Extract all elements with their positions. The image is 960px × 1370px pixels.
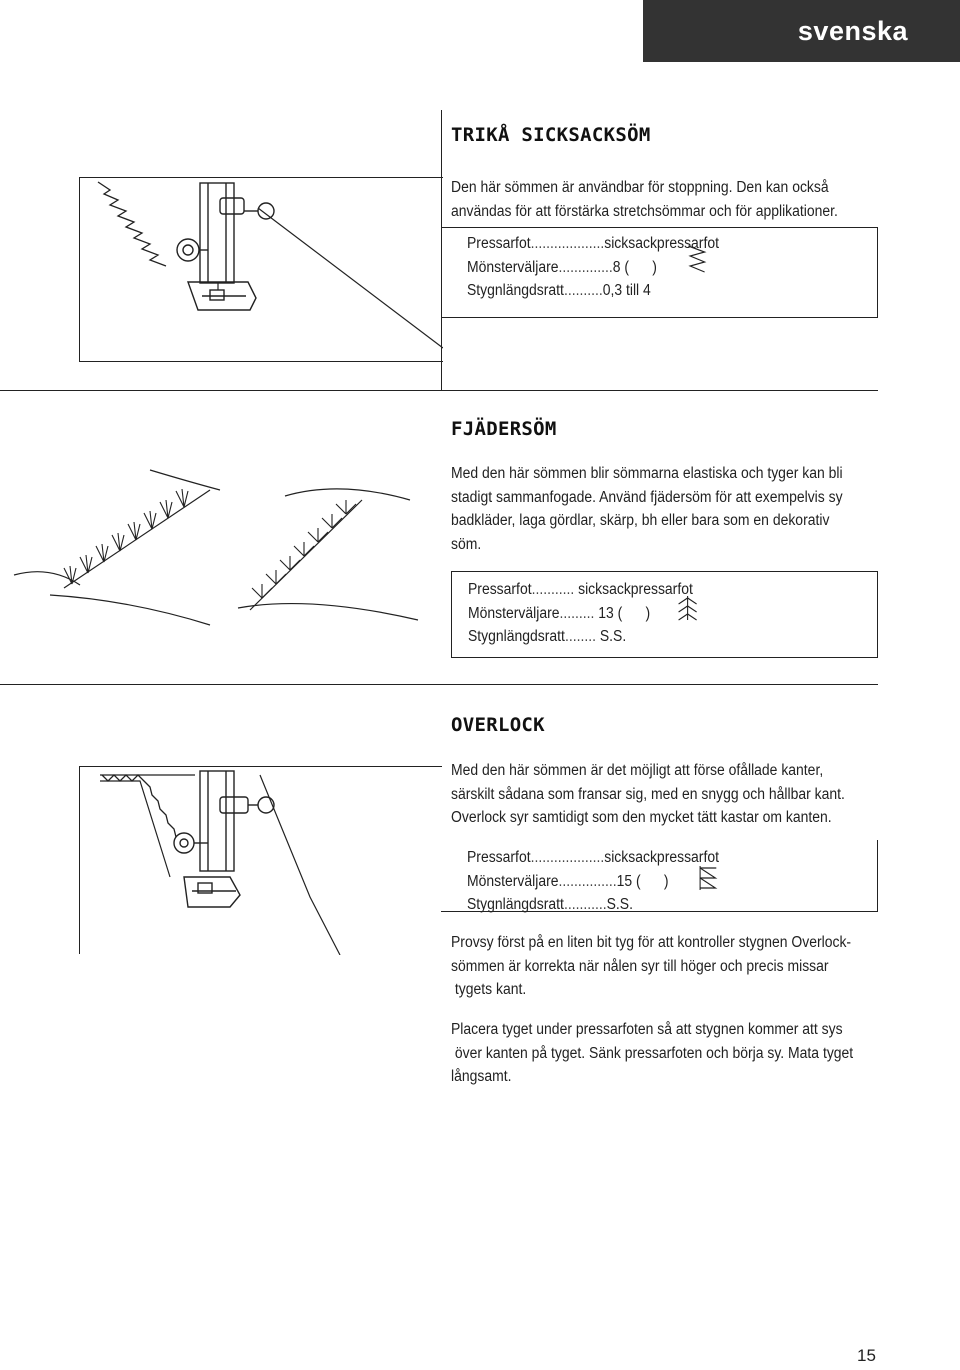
page-number: 15: [857, 1346, 876, 1365]
leader-dots: .........: [559, 604, 595, 622]
text-line: söm.: [451, 535, 482, 553]
settings-row-pattern-selector: [467, 870, 836, 894]
illustration-overlock: [79, 766, 442, 954]
feather-stitch-pattern-icon: [677, 594, 699, 622]
overlock-stitch-pattern-icon: [697, 864, 719, 892]
settings-value: sicksackpressarfot: [578, 581, 693, 598]
text-line: Med den här sömmen blir sömmarna elastiska och tyger kan bli: [451, 465, 843, 482]
settings-label: Stygnlängdsratt: [468, 628, 565, 645]
text-line: tygets kant.: [451, 981, 527, 998]
settings-row-presser-foot: [468, 578, 836, 602]
settings-value: 15 ( ): [616, 872, 669, 890]
language-tab: svenska: [643, 0, 960, 62]
text-line: badkläder, laga gördlar, skärp, bh eller bara som en dekorativ: [451, 512, 830, 529]
settings-label: Pressarfot: [468, 581, 532, 598]
text-line: Den här sömmen är användbar för stoppning. Den kan också: [451, 179, 829, 196]
settings-value: 13 ( ): [598, 604, 651, 622]
text-line: stadigt sammanfogade. Använd fjädersöm för att exempelvis sy: [451, 488, 843, 506]
text-line: sömmen är korrekta när nålen syr till höger och precis missar: [451, 957, 829, 975]
section-title-overlock: OVERLOCK: [451, 714, 545, 736]
settings-box-fjadersom: [451, 571, 878, 658]
text-line: särskilt sådana som fransar sig, med en snygg och hållbar kant.: [451, 785, 845, 803]
settings-row-pattern-selector: [467, 256, 836, 280]
settings-label: Mönsterväljare: [467, 258, 559, 276]
leader-dots: ..........: [563, 282, 603, 299]
text-line: Overlock syr samtidigt som den mycket tätt kastar om kanten.: [451, 809, 832, 826]
settings-value: 0,3 till 4: [602, 282, 651, 299]
text-line: Med den här sömmen är det möjligt att förse ofållade kanter,: [451, 762, 824, 779]
leader-dots: ........: [564, 628, 596, 645]
settings-label: Stygnlängdsratt: [467, 282, 564, 299]
settings-row-stitch-length: [467, 279, 836, 303]
settings-row-presser-foot: [467, 232, 836, 256]
zigzag-stitch-pattern-icon: [687, 244, 709, 274]
text-line: långsamt.: [451, 1068, 512, 1085]
settings-value: S.S.: [599, 628, 627, 645]
settings-row-pattern-selector: [468, 602, 836, 626]
text-line: över kanten på tyget. Sänk pressarfoten och börja sy. Mata tyget: [451, 1044, 854, 1062]
settings-box-overlock: [441, 840, 878, 912]
overlock-note-1: [451, 931, 874, 1002]
settings-row-stitch-length: [468, 625, 836, 649]
leader-dots: ..............: [558, 258, 613, 276]
settings-value: sicksackpressarfot: [604, 849, 719, 866]
illustration-trika-sicksack: [79, 177, 443, 362]
text-line: Provsy först på en liten bit tyg för att kontroller stygnen Overlock-: [451, 934, 852, 951]
settings-row-presser-foot: [467, 846, 836, 870]
leader-dots: ...............: [558, 872, 617, 890]
settings-value: 8 ( ): [612, 258, 657, 276]
section-text-trika: [451, 176, 874, 223]
section-divider-1: [0, 390, 878, 391]
settings-label: Mönsterväljare: [468, 604, 560, 622]
section-title-trika-sicksacksom: TRIKÅ SICKSACKSÖM: [451, 124, 651, 146]
leader-dots: ...........: [531, 581, 575, 598]
leader-dots: ...........: [563, 896, 607, 913]
leader-dots: ...................: [530, 235, 605, 252]
section-text-fjadersom: [451, 462, 874, 556]
section-divider-2: [0, 684, 878, 685]
text-line: användas för att förstärka stretchsömmar och för applikationer.: [451, 202, 838, 220]
section-text-overlock: [451, 759, 874, 830]
settings-value: sicksackpressarfot: [604, 235, 719, 252]
illustration-feather-stitch: [10, 460, 430, 640]
settings-box-trika: [441, 227, 878, 318]
leader-dots: ...................: [530, 849, 605, 866]
settings-label: Mönsterväljare: [467, 872, 559, 890]
settings-value: S.S.: [606, 896, 633, 913]
settings-label: Stygnlängdsratt: [467, 896, 564, 913]
overlock-note-2: [451, 1018, 874, 1089]
settings-row-stitch-length: [467, 893, 836, 917]
text-line: Placera tyget under pressarfoten så att stygnen kommer att sys: [451, 1021, 843, 1038]
settings-label: Pressarfot: [467, 849, 531, 866]
settings-label: Pressarfot: [467, 235, 531, 252]
section-title-fjadersom: FJÄDERSÖM: [451, 418, 557, 440]
